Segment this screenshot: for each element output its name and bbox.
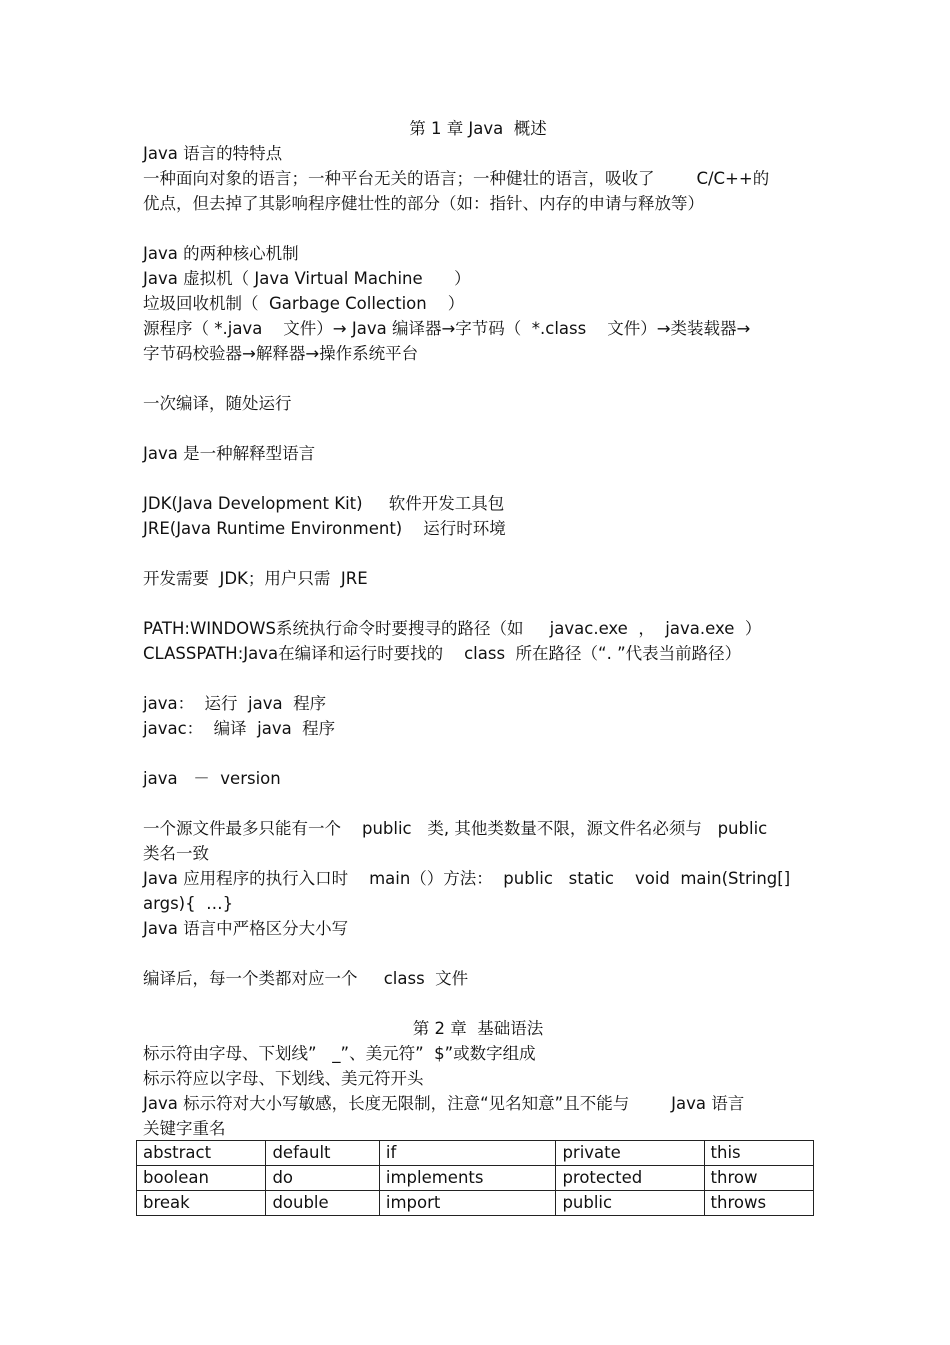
text-line: javac： 编译 java 程序 — [143, 719, 336, 738]
text-line: JDK(Java Development Kit) 软件开发工具包 — [143, 494, 505, 513]
text-line: 标示符应以字母、下划线、美元符开头 — [143, 1069, 424, 1088]
table-cell: implements — [379, 1166, 556, 1191]
text-line: Java 虚拟机（ Java Virtual Machine ） — [143, 269, 471, 288]
text-line: 一种面向对象的语言；一种平台无关的语言；一种健壮的语言，吸收了 C/C++的 — [143, 169, 770, 188]
text-line: 垃圾回收机制（ Garbage Collection ） — [143, 294, 465, 313]
text-line: Java 语言中严格区分大小写 — [143, 919, 349, 938]
table-row — [137, 1166, 814, 1191]
text-line: 优点，但去掉了其影响程序健壮性的部分（如：指针、内存的申请与释放等） — [143, 194, 704, 213]
text-line: 标示符由字母、下划线” _”、美元符” $”或数字组成 — [143, 1044, 536, 1063]
text-line: Java 应用程序的执行入口时 main（）方法： public static void main(String[] — [143, 869, 791, 888]
text-line — [143, 366, 813, 391]
text-line: Java 标示符对大小写敏感，长度无限制，注意“见名知意”且不能与 Java 语言 — [143, 1094, 745, 1113]
table-cell: protected — [556, 1166, 704, 1191]
table-cell: do — [266, 1166, 379, 1191]
document-body — [143, 116, 813, 1141]
text-line: args){ …} — [143, 894, 234, 913]
text-line: 关键字重名 — [143, 1119, 226, 1138]
table-cell: private — [556, 1141, 704, 1166]
text-line: java： 运行 java 程序 — [143, 694, 327, 713]
text-line: 编译后，每一个类都对应一个 class 文件 — [143, 969, 469, 988]
keyword-table — [136, 1140, 814, 1216]
text-line: 开发需要 JDK；用户只需 JRE — [143, 569, 368, 588]
text-line — [143, 591, 813, 616]
table-cell: public — [556, 1191, 704, 1216]
table-cell: abstract — [137, 1141, 266, 1166]
table-row — [137, 1191, 814, 1216]
text-line: Java 语言的特特点 — [143, 144, 283, 163]
text-line: PATH:WINDOWS系统执行命令时要搜寻的路径（如 javac.exe ， java.exe ） — [143, 619, 762, 638]
table-cell: default — [266, 1141, 379, 1166]
chapter-2-body — [143, 1041, 813, 1141]
text-line — [143, 941, 813, 966]
chapter-2-title: 第 2 章 基础语法 — [412, 1019, 544, 1038]
text-line — [143, 991, 813, 1016]
table-cell: import — [379, 1191, 556, 1216]
text-line: 一次编译，随处运行 — [143, 394, 292, 413]
text-line — [143, 466, 813, 491]
text-line: 一个源文件最多只能有一个 public 类, 其他类数量不限，源文件名必须与 public — [143, 819, 768, 838]
table-cell: this — [704, 1141, 813, 1166]
text-line: 字节码校验器→解释器→操作系统平台 — [143, 344, 419, 363]
text-line — [143, 416, 813, 441]
table-cell: double — [266, 1191, 379, 1216]
table-cell: boolean — [137, 1166, 266, 1191]
text-line: CLASSPATH:Java在编译和运行时要找的 class 所在路径（“. ”代表当前路径） — [143, 644, 742, 663]
table-row — [137, 1141, 814, 1166]
text-line — [143, 541, 813, 566]
text-line: JRE(Java Runtime Environment) 运行时环境 — [143, 519, 506, 538]
text-line: Java 是一种解释型语言 — [143, 444, 316, 463]
table-cell: throw — [704, 1166, 813, 1191]
text-line — [143, 666, 813, 691]
text-line — [143, 216, 813, 241]
text-line: Java 的两种核心机制 — [143, 244, 299, 263]
text-line: 类名一致 — [143, 844, 209, 863]
text-line — [143, 741, 813, 766]
text-line — [143, 791, 813, 816]
text-line: 源程序（ *.java 文件）→ Java 编译器→字节码（ *.class 文件）→类装载器→ — [143, 319, 751, 338]
chapter-1-title: 第 1 章 Java 概述 — [409, 119, 547, 138]
text-line: java － version — [143, 769, 281, 788]
table-cell: if — [379, 1141, 556, 1166]
table-cell: throws — [704, 1191, 813, 1216]
chapter-1-body — [143, 141, 813, 1016]
table-cell: break — [137, 1191, 266, 1216]
